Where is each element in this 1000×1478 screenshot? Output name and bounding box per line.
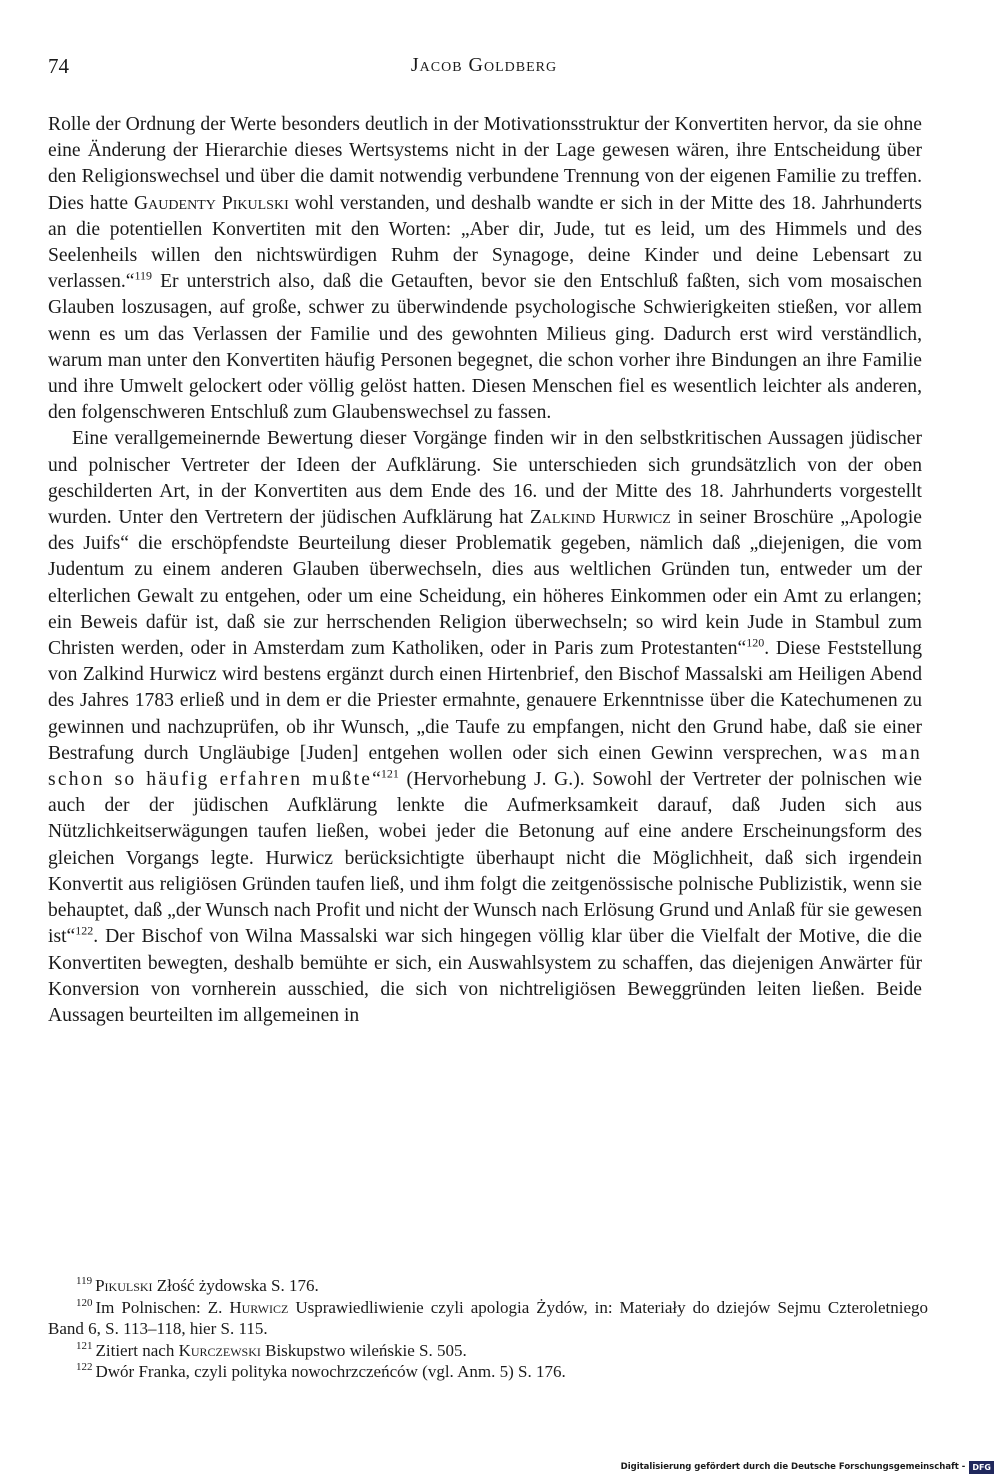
author-name: Zalkind Hurwicz [529,507,671,529]
footnote-number: 120 [76,1296,93,1309]
footnote-ref[interactable]: 120 [746,635,765,650]
footnote-119 [48,1275,928,1297]
body-text [48,112,922,1029]
footnote-text: Biskupstwo wileńskie S. 505. [260,1340,467,1360]
footnote-number: 122 [76,1361,93,1374]
footnote-number: 121 [76,1339,93,1352]
text-run: Eine verallgemeinernde Bewertung dieser Vorgänge finden wir in den selbstkritischen Aussagen jüdischer und polnischer Vertreter der Ideen der Aufklärung. Sie unterschieden sich grundsätzlich von der oben geschilderten Art, in der Konvertiten aus dem Ende des 16. und der Mitte des 18. Jahrhunderts vorgestellt wurden. Unter den Vertretern der jüdischen Aufklärung hat [48,428,922,529]
text-run: . Der Bischof von Wilna Massalski war sich hingegen völlig klar über die Vielfalt der Motive, die die Konvertiten bewegten, deshalb bemühte er sich, ein Auswahlsystem zu schaffen, das diejenigen Anwärter für Konversion von vornherein ausschied, die sich von nichtreligiösen Beweggründen leiten ließen. Beide Aussagen beurteilten im allgemeinen in [48,926,922,1026]
footnote-text: Zitiert nach [95,1340,179,1360]
paragraph-2 [48,426,922,1029]
footnote-ref[interactable]: 121 [380,766,399,781]
paragraph-1 [48,112,922,426]
footnote-122 [48,1361,928,1383]
footnote-text: Im Polnischen: Z. [95,1297,230,1317]
page-header [48,54,920,84]
funding-note [621,1460,994,1474]
author-name: Hurwicz [229,1297,289,1317]
text-run: in seiner Broschüre „Apologie des Juifs“ die erschöpfendste Beurteilung dieser Problematik gegeben, nämlich daß „diejenigen, die vom Judentum zu einem anderen Glauben überwechseln, dies aus weltlichen Gründen tun, entweder um der elterlichen Gewalt zu entgehen, oder um eine Scheidung, ein höheres Einkommen oder ein Amt zu erlangen; ein Beweis dafür ist, daß sie zur herrschenden Religion überwechseln; so wird kein Jude in Stambul zum Christen werden, oder in Amsterdam zum Katholiken, oder in Paris zum Protestanten“ [48,507,922,660]
page-number: 74 [48,54,69,78]
footnote-text: Dwór Franka, czyli polityka nowochrzczeńców (vgl. Anm. 5) S. 176. [95,1362,566,1381]
footnote-text: Usprawiedliwienie czyli apologia Żydów, in: Materiały do dziejów Sejmu Czteroletniego Band 6, S. 113–118, hier S. 115. [48,1297,928,1338]
emphasis-spaced: was man schon so häufig erfahren mußte [48,742,922,791]
footnote-text: Złość żydowska S. 176. [152,1276,319,1295]
text-run: Rolle der Ordnung der Werte besonders deutlich in der Motivationsstruktur der Konvertiten hervor, da sie ohne eine Änderung der Hierarchie dieses Wertsystems nicht in der Lage gewesen wären, ihre Entscheidung über den Religionswechsel und über die damit notwendig verbundene Trennung von der eigenen Familie zu treffen. Dies hatte [48,114,922,214]
footnote-121 [48,1340,928,1362]
footnotes [48,1275,928,1383]
text-run: . Diese Feststellung von Zalkind Hurwicz wird bestens ergänzt durch einen Hirtenbrief, den Bischof Massalski am Heiligen Abend des Jahres 1783 erließ und in dem er die Priester ermahnte, genauere Erkenntnisse über die Katechumenen zu gewinnen und nachzuprüfen, ob ihr Wunsch, „die Taufe zu empfangen, nicht den Grund habe, daß sie einer Bestrafung durch Ungläubige [Juden] entgehen wollen oder sich einen Gewinn versprechen, [48,638,922,764]
footnote-120 [48,1297,928,1340]
author-name: Kurczewski [178,1340,261,1360]
text-run: wohl verstanden, und deshalb wandte er sich in der Mitte des 18. Jahrhunderts an die potentiellen Konvertiten mit den Worten: „Aber dir, Jude, tut es leid, um des Himmels und des Seelenheils willen den nichtswürdigen Ruhm der Synagoge, deine Kinder und deine Lebensart zu verlassen.“ [48,192,922,293]
author-name: Gaudenty Pikulski [134,192,289,214]
text-run: Er unterstrich also, daß die Getauften, bevor sie den Entschluß faßten, sich vom mosaischen Glauben loszusagen, auf große, schwer zu überwindende psychologische Schwierigkeiten stießen, vor allem wenn es um das Verlassen der Familie und des gewohnten Milieus ging. Dadurch erst wird verständlich, warum man unter den Konvertiten häufig Personen begegnet, die schon vorher ihre Bindungen an ihre Familie und ihre Umwelt gelockert oder völlig gelöst hatten. Diesen Menschen fiel es wesentlich leichter als anderen, den folgenschweren Entschluß zum Glaubenswechsel zu fassen. [48,271,922,424]
footnote-ref[interactable]: 122 [75,923,94,938]
footnote-ref[interactable]: 119 [134,268,153,283]
running-head: Jacob Goldberg [410,54,558,76]
author-name: Pikulski [95,1276,153,1295]
footnote-number: 119 [76,1275,93,1288]
text-run: “ [372,769,381,791]
dfg-logo: DFG [969,1461,994,1474]
text-run: (Hervorhebung J. G.). Sowohl der Vertreter der polnischen wie auch der der jüdischen Aufklärung lenkte die Aufmerksamkeit darauf, daß Juden sich aus Nützlichkeitserwägungen taufen ließen, wobei jeder die Betonung auf eine andere Erscheinungsform des gleichen Vorgangs legte. Hurwicz berücksichtigte überhaupt nicht die Möglichheit, daß sich irgendein Konvertit aus religiösen Gründen taufen ließ, und ihm folgt die zeitgenössische polnische Publizistik, wenn sie behauptet, daß „der Wunsch nach Profit und nicht der Wunsch nach Erlösung Grund und Anlaß für sie gewesen ist“ [48,769,922,948]
funding-text: Digitalisierung gefördert durch die Deutsche Forschungsgemeinschaft - [620,1462,966,1472]
